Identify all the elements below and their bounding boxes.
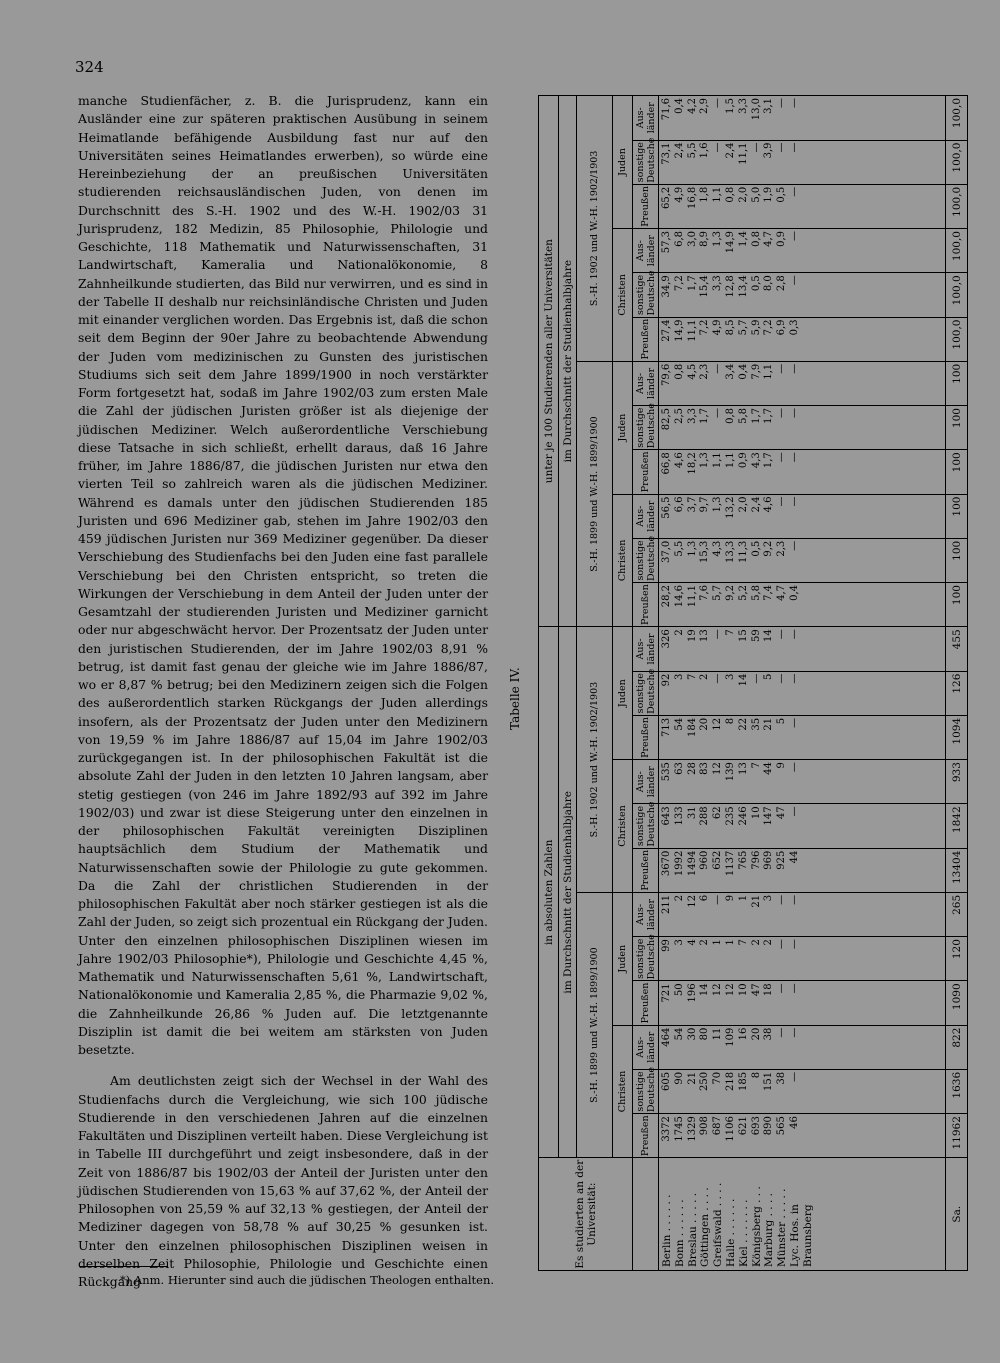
header-average: im Durchschnitt der Studienhalbjahre xyxy=(559,96,577,627)
col-ausland: Aus-länder xyxy=(633,229,659,273)
header-blank xyxy=(633,1158,659,1271)
col-preussen: Preußen xyxy=(633,1114,659,1158)
col-sonstige: sonstige Deutsche xyxy=(634,1066,657,1113)
header-university: Es studierten an der Universität: xyxy=(539,1158,633,1271)
sum-cell: 100,0 xyxy=(946,273,968,317)
column-header-row xyxy=(633,96,659,1271)
table-cell: 56,5 6,6 3,7 9,7 1,3 13,2 2,0 2,4 4,6 — — xyxy=(659,494,946,538)
table-cell: 713 54 184 20 12 8 22 35 21 5 — xyxy=(659,715,946,759)
header-juden: Juden xyxy=(613,627,633,760)
table-cell: 92 3 7 2 — 3 14 — 5 — — xyxy=(659,671,946,715)
table-cell: 28,2 14,6 11,1 7,6 5,7 9,2 5,2 5,8 7,4 4,7 0,4 xyxy=(659,583,946,627)
col-preussen: Preußen xyxy=(633,317,659,361)
col-sonstige: sonstige Deutsche xyxy=(634,403,657,449)
col-sonstige: sonstige Deutsche xyxy=(634,270,657,316)
header-period-1899: S.-H. 1899 und W.-H. 1899/1900 xyxy=(577,361,613,627)
col-sonstige: sonstige Deutsche xyxy=(634,934,657,980)
table-caption-text: Tabelle IV. xyxy=(508,667,522,730)
sum-cell: 933 xyxy=(946,760,968,804)
col-preussen: Preußen xyxy=(633,848,659,892)
sum-cell: 265 xyxy=(946,892,968,936)
sum-label: Sa. xyxy=(946,1158,968,1271)
table-cell: 79,6 0,8 4,5 2,3 — 3,4 0,4 7,9 1,1 — — xyxy=(659,361,946,405)
col-preussen: Preußen xyxy=(633,981,659,1025)
col-preussen: Preußen xyxy=(633,450,659,494)
sum-cell: 100 xyxy=(946,583,968,627)
sum-cell: 100,0 xyxy=(946,229,968,273)
col-ausland: Aus-länder xyxy=(633,96,659,141)
sum-cell: 100 xyxy=(946,406,968,450)
table-cell: 721 50 196 14 12 12 10 47 18 — — xyxy=(659,981,946,1025)
table-cell: 605 90 21 250 70 218 185 8 151 38 — xyxy=(659,1069,946,1113)
table-cell: 643 133 31 288 62 235 246 10 147 47 — xyxy=(659,804,946,848)
sum-cell: 126 xyxy=(946,671,968,715)
col-ausland: Aus-länder xyxy=(633,494,659,538)
col-ausland: Aus-länder xyxy=(633,627,659,671)
header-christen: Christen xyxy=(613,760,633,893)
rotated-table-container xyxy=(538,95,963,1271)
table-cell: 82,5 2,5 3,3 1,7 — 0,8 5,8 1,7 1,7 — — xyxy=(659,406,946,450)
col-preussen: Preußen xyxy=(633,184,659,228)
table-cell: 3670 1992 1494 960 652 1137 765 796 969 925 44 xyxy=(659,848,946,892)
header-christen: Christen xyxy=(613,1025,633,1158)
table-sum-row xyxy=(946,96,968,1271)
sum-cell: 13404 xyxy=(946,848,968,892)
sum-cell: 1636 xyxy=(946,1069,968,1113)
table-cell: 326 2 19 13 — 7 15 59 14 — — xyxy=(659,627,946,671)
sum-cell: 100 xyxy=(946,538,968,582)
sum-cell: 100,0 xyxy=(946,96,968,141)
col-ausland: Aus-länder xyxy=(633,892,659,936)
col-sonstige: sonstige Deutsche xyxy=(634,668,657,714)
header-christen: Christen xyxy=(613,229,633,362)
table-cell: 73,1 2,4 5,5 1,6 — 2,4 11,1 — 3,9 — — xyxy=(659,140,946,184)
sum-cell: 100 xyxy=(946,494,968,538)
header-period-1902: S.-H. 1902 und W.-H. 1902/1903 xyxy=(577,627,613,893)
footnote: *) Anm. Hierunter sind auch die jüdischen Theologen enthalten. xyxy=(120,1273,495,1287)
header-percent: unter je 100 Studierenden aller Universitäten xyxy=(539,96,559,627)
header-average: im Durchschnitt der Studienhalbjahre xyxy=(559,627,577,1158)
table-cell: 464 54 30 80 11 109 16 20 38 — — xyxy=(659,1025,946,1069)
col-preussen: Preußen xyxy=(633,715,659,759)
table-cell: 535 63 28 83 12 139 13 7 44 9 — xyxy=(659,760,946,804)
table-cell: 71,6 0,4 4,2 2,9 — 1,5 3,3 13,0 3,1 — — xyxy=(659,96,946,141)
header-absolute: in absoluten Zahlen xyxy=(539,627,559,1158)
header-christen: Christen xyxy=(613,494,633,627)
sum-cell: 1842 xyxy=(946,804,968,848)
body-paragraph: manche Studienfächer, z. B. die Jurisprudenz, kann ein Ausländer eine zur späteren praktischen Ausübung in seinem Heimatlande befähigende Ausbildung fast nur auf den Universitäten seines Heimatlandes erwerben), so würde eine Hereinbeziehung der an preußischen Universitäten studierenden reichsausländischen Juden, von denen im Durchschnitt des S.-H. 1902 und des W.-H. 1902/03 31 Jurisprudenz, 182 Medizin, 85 Philosophie, Philologie und Geschichte, 118 Mathematik und Naturwissenschaften, 31 Landwirtschaft, Kameralia und Nationalökonomie, 8 Zahnheilkunde studierten, das Bild nur verwirren, und es sind in der Tabelle II deshalb nur reichsinländische Christen und Juden mit einander verglichen worden. Das Ergebnis ist, daß die schon seit dem Beginn der 90er Jahre zu beobachtende Abwendung der Juden vom medizinischen zu Gunsten des juristischen Studiums sich seit dem Jahre 1899/1900 in noch verstärkter Form fortgesetzt hat, sodaß im Jahre 1902/03 zum ersten Male die Zahl der jüdischen Juristen größer ist als diejenige der jüdischen Mediziner. Welch außerordentliche Verschiebung diese Tatsache in sich schließt, erhellt daraus, daß 16 Jahre früher, im Jahre 1886/87, die jüdischen Juristen nur etwa den vierten Teil so zahlreich waren als die jüdischen Mediziner. Während es damals unter den jüdischen Studierenden 185 Juristen und 696 Mediziner gab, stehen im Jahre 1902/03 den 459 jüdischen Juristen nur 369 Mediziner gegenüber. Da dieser Verschiebung des Studienfachs bei den Juden eine fast parallele Verschiebung bei den Christen entspricht, so treten die Wirkungen der Verschiebung in dem Anteil der Juden unter der Gesamtzahl der studierenden Juristen und Mediziner garnicht oder nur abgeschwächt hervor. Der Prozentsatz der Juden unter den juristischen Studierenden, der im Jahre 1902/03 8,91 % betrug, ist damit fast genau der gleiche wie im Jahre 1886/87, wo er 8,87 % betrug; bei den Medizinern zeigen sich die Folgen des außerordentlich starken Rückgangs der Juden allerdings insofern, als der Prozentsatz der Juden unter den Medizinern von 19,59 % im Jahre 1886/87 auf 15,04 im Jahre 1902/03 zurückgegangen ist. In der philosophischen Fakultät ist die absolute Zahl der Juden in den letzten 10 Jahren langsam, aber stetig gestiegen (von 246 im Jahre 1892/93 auf 392 im Jahre 1902/03) und zwar ist diese Steigerung unter den einzelnen in der philosophischen Fakultät vereinigten Disziplinen hauptsächlich dem Studium der Mathematik und Naturwissenschaften sowie der Philologie zu gute gekommen. Da die Zahl der christlichen Studierenden in der philosophischen Fakultät aber noch stärker gestiegen ist als die Zahl der Juden, so zeigt sich prozentual ein Rückgang der Juden. Unter den einzelnen philosophischen Disziplinen wiesen im Jahre 1902/03 Philosophie*), Philologie und Geschichte 4,45 %, Mathematik und Naturwissenschaften 5,61 %, Landwirtschaft, Nationalökonomie und Kameralia 2,85 %, die Pharmazie 9,02 %, die Zahnheilkunde 26,86 % Juden auf. Die letztgenannte Disziplin ist damit die bei weitem am stärksten von Juden besetzte. xyxy=(78,93,488,1057)
table-cell: 37,0 5,5 1,3 15,3 4,3 13,3 11,3 0,5 9,2 2,3 — xyxy=(659,538,946,582)
header-juden: Juden xyxy=(613,361,633,494)
col-ausland: Aus-länder xyxy=(633,760,659,804)
table-cell: 65,2 4,9 16,8 1,8 1,1 0,8 2,0 5,0 1,9 0,5 — xyxy=(659,184,946,228)
sum-cell: 100,0 xyxy=(946,184,968,228)
table-cell: 211 2 12 6 — 9 1 21 3 — — xyxy=(659,892,946,936)
header-period-1902: S.-H. 1902 und W.-H. 1902/1903 xyxy=(577,96,613,362)
sum-cell: 455 xyxy=(946,627,968,671)
col-sonstige: sonstige Deutsche xyxy=(634,801,657,847)
university-list: Berlin . . . . . . Bonn . . . . . . Breslau . . . . . Göttingen . . . . Greifswald . . . . Halle . . . . . . Kiel . . . . . . . Königsberg . . . Marburg . . . . Münster . . . . . Lyc. Hos. in Braunsberg xyxy=(659,1158,946,1271)
sum-cell: 11962 xyxy=(946,1114,968,1158)
header-period-1899: S.-H. 1899 und W.-H. 1899/1900 xyxy=(577,892,613,1158)
data-table xyxy=(538,95,968,1271)
table-cell: 99 3 4 2 1 1 7 2 2 — — xyxy=(659,937,946,981)
sum-cell: 822 xyxy=(946,1025,968,1069)
col-sonstige: sonstige Deutsche xyxy=(634,137,657,183)
table-cell: 34,9 7,2 1,7 15,4 3,3 12,8 13,4 0,5 8,0 2,8 — xyxy=(659,273,946,317)
sum-cell: 1090 xyxy=(946,981,968,1025)
col-sonstige: sonstige Deutsche xyxy=(634,535,657,582)
table-cell: 3372 1745 1329 908 687 1106 621 693 890 565 46 xyxy=(659,1114,946,1158)
col-ausland: Aus-länder xyxy=(633,1025,659,1069)
footnote-divider xyxy=(80,1266,168,1267)
table-cell: 66,8 4,6 18,2 1,3 1,1 1,1 0,9 4,3 1,7 — — xyxy=(659,450,946,494)
sum-cell: 100,0 xyxy=(946,317,968,361)
col-ausland: Aus-länder xyxy=(633,361,659,405)
body-text-column xyxy=(78,92,488,1291)
rotated-table xyxy=(538,95,963,1271)
sum-cell: 100,0 xyxy=(946,140,968,184)
header-juden: Juden xyxy=(613,96,633,229)
body-paragraph: Am deutlichsten zeigt sich der Wechsel in der Wahl des Studienfachs durch die Vergleichung, wie sich 100 jüdische Studierende in den verschiedenen Jahren auf die einzelnen Fakultäten und Disziplinen verteilt haben. Diese Vergleichung ist in Tabelle III durchgeführt und zeigt insbesondere, daß in der Zeit von 1886/87 bis 1902/03 der Anteil der Juristen unter den jüdischen Studierenden von 15,63 % auf 37,62 %, der Anteil der Philosophen von 25,59 % auf 32,13 % gestiegen, der Anteil der Mediziner dagegen von 58,78 % auf 30,25 % gesunken ist. Unter den einzelnen philosophischen Disziplinen weisen in derselben Zeit Philosophie, Philologie und Geschichte einen Rückgang xyxy=(78,1073,488,1289)
sum-cell: 100 xyxy=(946,450,968,494)
table-body-row xyxy=(659,96,946,1271)
sum-cell: 100 xyxy=(946,361,968,405)
page-number: 324 xyxy=(75,58,104,76)
table-cell: 27,4 14,9 11,1 7,2 4,9 8,5 5,7 5,9 7,2 6,9 0,3 xyxy=(659,317,946,361)
col-preussen: Preußen xyxy=(633,583,659,627)
sum-cell: 1094 xyxy=(946,715,968,759)
header-juden: Juden xyxy=(613,892,633,1025)
sum-cell: 120 xyxy=(946,937,968,981)
table-cell: 57,3 6,8 3,0 8,9 1,3 14,9 1,4 0,8 4,7 0,9 — xyxy=(659,229,946,273)
